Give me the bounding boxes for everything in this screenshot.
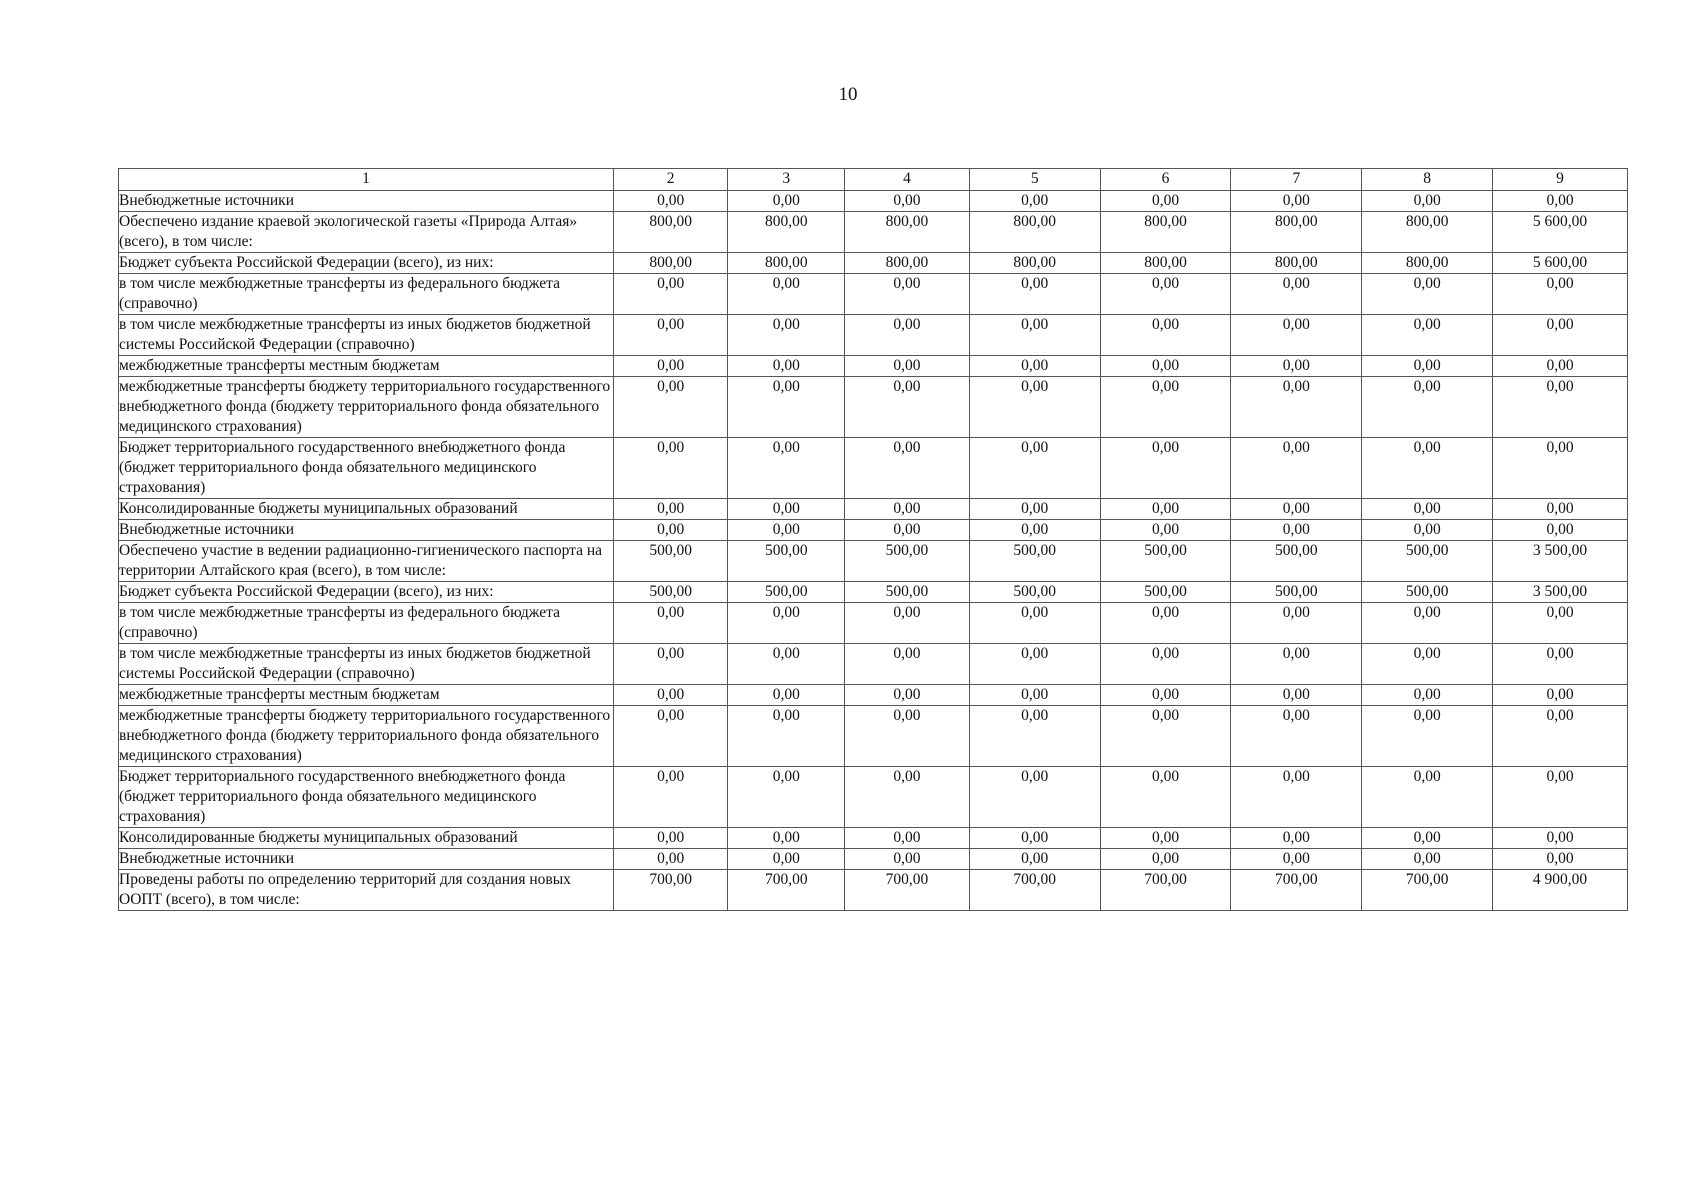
row-label: межбюджетные трансферты бюджету территориального государственного внебюджетного фонда (бюджету территориального фонда обязательного медицинского страхования): [119, 377, 614, 438]
value-cell: 0,00: [1493, 767, 1628, 828]
value-cell: 0,00: [1362, 644, 1493, 685]
value-cell: 0,00: [1493, 315, 1628, 356]
value-cell: 800,00: [1231, 212, 1362, 253]
value-cell: 0,00: [1231, 828, 1362, 849]
value-cell: 0,00: [969, 706, 1100, 767]
value-cell: 0,00: [1362, 191, 1493, 212]
value-cell: 500,00: [1231, 541, 1362, 582]
value-cell: 0,00: [845, 520, 970, 541]
value-cell: 500,00: [1362, 541, 1493, 582]
value-cell: 0,00: [1493, 685, 1628, 706]
value-cell: 700,00: [728, 870, 845, 911]
value-cell: 0,00: [1100, 438, 1231, 499]
table-row: [119, 644, 1628, 685]
value-cell: 0,00: [1362, 274, 1493, 315]
value-cell: 0,00: [1493, 274, 1628, 315]
value-cell: 0,00: [845, 706, 970, 767]
value-cell: 800,00: [1231, 253, 1362, 274]
value-cell: 0,00: [1231, 377, 1362, 438]
table-row: [119, 274, 1628, 315]
value-cell: 0,00: [1100, 828, 1231, 849]
column-header: 9: [1493, 169, 1628, 191]
value-cell: 0,00: [845, 438, 970, 499]
value-cell: 0,00: [845, 644, 970, 685]
value-cell: 0,00: [1362, 685, 1493, 706]
value-cell: 0,00: [613, 644, 728, 685]
column-header: 7: [1231, 169, 1362, 191]
value-cell: 0,00: [845, 685, 970, 706]
table-row: [119, 685, 1628, 706]
value-cell: 0,00: [728, 274, 845, 315]
value-cell: 0,00: [728, 828, 845, 849]
table-row: [119, 377, 1628, 438]
value-cell: 0,00: [1493, 644, 1628, 685]
value-cell: 700,00: [613, 870, 728, 911]
value-cell: 0,00: [1362, 438, 1493, 499]
value-cell: 0,00: [1493, 706, 1628, 767]
row-label: межбюджетные трансферты бюджету территориального государственного внебюджетного фонда (бюджету территориального фонда обязательного медицинского страхования): [119, 706, 614, 767]
value-cell: 0,00: [728, 377, 845, 438]
value-cell: 0,00: [969, 499, 1100, 520]
value-cell: 500,00: [1100, 541, 1231, 582]
value-cell: 0,00: [613, 603, 728, 644]
value-cell: 800,00: [728, 253, 845, 274]
row-label: Обеспечено участие в ведении радиационно-гигиенического паспорта на территории Алтайского края (всего), в том числе:: [119, 541, 614, 582]
value-cell: 0,00: [1231, 191, 1362, 212]
value-cell: 0,00: [1100, 356, 1231, 377]
value-cell: 800,00: [1362, 212, 1493, 253]
value-cell: 0,00: [1493, 377, 1628, 438]
value-cell: 500,00: [613, 582, 728, 603]
column-header: 4: [845, 169, 970, 191]
value-cell: 0,00: [969, 644, 1100, 685]
value-cell: 0,00: [728, 767, 845, 828]
row-label: в том числе межбюджетные трансферты из иных бюджетов бюджетной системы Российской Федерации (справочно): [119, 644, 614, 685]
value-cell: 0,00: [1493, 356, 1628, 377]
row-label: Бюджет субъекта Российской Федерации (всего), из них:: [119, 253, 614, 274]
value-cell: 0,00: [1493, 828, 1628, 849]
value-cell: 0,00: [1100, 377, 1231, 438]
value-cell: 0,00: [1100, 706, 1231, 767]
value-cell: 0,00: [969, 603, 1100, 644]
table-row: [119, 849, 1628, 870]
value-cell: 0,00: [1231, 438, 1362, 499]
value-cell: 0,00: [1100, 849, 1231, 870]
value-cell: 0,00: [1231, 706, 1362, 767]
row-label: межбюджетные трансферты местным бюджетам: [119, 685, 614, 706]
value-cell: 0,00: [1362, 706, 1493, 767]
value-cell: 800,00: [845, 212, 970, 253]
value-cell: 0,00: [613, 191, 728, 212]
column-header: 1: [119, 169, 614, 191]
value-cell: 0,00: [613, 828, 728, 849]
value-cell: 0,00: [728, 315, 845, 356]
table-row: [119, 582, 1628, 603]
value-cell: 0,00: [969, 767, 1100, 828]
value-cell: 0,00: [969, 520, 1100, 541]
table-row: [119, 603, 1628, 644]
value-cell: 0,00: [613, 685, 728, 706]
value-cell: 800,00: [969, 253, 1100, 274]
value-cell: 0,00: [845, 499, 970, 520]
value-cell: 0,00: [728, 191, 845, 212]
value-cell: 800,00: [728, 212, 845, 253]
value-cell: 0,00: [1231, 499, 1362, 520]
value-cell: 0,00: [845, 191, 970, 212]
value-cell: 0,00: [1362, 315, 1493, 356]
value-cell: 500,00: [969, 582, 1100, 603]
row-label: Консолидированные бюджеты муниципальных образований: [119, 828, 614, 849]
value-cell: 4 900,00: [1493, 870, 1628, 911]
value-cell: 0,00: [969, 849, 1100, 870]
page-number: 10: [838, 84, 858, 105]
value-cell: 0,00: [613, 706, 728, 767]
value-cell: 0,00: [1362, 499, 1493, 520]
value-cell: 800,00: [613, 253, 728, 274]
table-row: [119, 520, 1628, 541]
value-cell: 0,00: [1100, 520, 1231, 541]
value-cell: 0,00: [845, 356, 970, 377]
value-cell: 0,00: [728, 644, 845, 685]
value-cell: 700,00: [1231, 870, 1362, 911]
row-label: Проведены работы по определению территорий для создания новых ООПТ (всего), в том числе:: [119, 870, 614, 911]
value-cell: 0,00: [1231, 274, 1362, 315]
value-cell: 0,00: [613, 356, 728, 377]
value-cell: 0,00: [1231, 685, 1362, 706]
table-row: [119, 541, 1628, 582]
value-cell: 0,00: [969, 356, 1100, 377]
value-cell: 0,00: [728, 499, 845, 520]
value-cell: 0,00: [613, 849, 728, 870]
value-cell: 0,00: [1231, 849, 1362, 870]
value-cell: 0,00: [1231, 767, 1362, 828]
value-cell: 0,00: [728, 438, 845, 499]
row-label: Обеспечено издание краевой экологической газеты «Природа Алтая» (всего), в том числе:: [119, 212, 614, 253]
value-cell: 0,00: [1231, 644, 1362, 685]
row-label: Бюджет территориального государственного внебюджетного фонда (бюджет территориального фонда обязательного медицинского страхования): [119, 438, 614, 499]
value-cell: 0,00: [1362, 828, 1493, 849]
value-cell: 0,00: [969, 191, 1100, 212]
value-cell: 5 600,00: [1493, 253, 1628, 274]
row-label: Бюджет субъекта Российской Федерации (всего), из них:: [119, 582, 614, 603]
row-label: в том числе межбюджетные трансферты из иных бюджетов бюджетной системы Российской Федерации (справочно): [119, 315, 614, 356]
value-cell: 500,00: [728, 541, 845, 582]
value-cell: 0,00: [1362, 520, 1493, 541]
row-label: межбюджетные трансферты местным бюджетам: [119, 356, 614, 377]
value-cell: 0,00: [728, 603, 845, 644]
value-cell: 0,00: [1100, 191, 1231, 212]
value-cell: 0,00: [1100, 499, 1231, 520]
value-cell: 800,00: [1100, 212, 1231, 253]
value-cell: 0,00: [1362, 603, 1493, 644]
value-cell: 500,00: [613, 541, 728, 582]
value-cell: 0,00: [845, 377, 970, 438]
value-cell: 0,00: [613, 315, 728, 356]
value-cell: 0,00: [1100, 644, 1231, 685]
table-row: [119, 499, 1628, 520]
value-cell: 800,00: [1100, 253, 1231, 274]
row-label: в том числе межбюджетные трансферты из федерального бюджета (справочно): [119, 274, 614, 315]
value-cell: 0,00: [1362, 767, 1493, 828]
row-label: в том числе межбюджетные трансферты из федерального бюджета (справочно): [119, 603, 614, 644]
column-header: 8: [1362, 169, 1493, 191]
value-cell: 0,00: [969, 377, 1100, 438]
row-label: Внебюджетные источники: [119, 849, 614, 870]
value-cell: 0,00: [969, 438, 1100, 499]
value-cell: 0,00: [845, 315, 970, 356]
column-header: 5: [969, 169, 1100, 191]
value-cell: 0,00: [613, 520, 728, 541]
table-row: [119, 706, 1628, 767]
value-cell: 0,00: [1231, 315, 1362, 356]
table-row: [119, 191, 1628, 212]
value-cell: 3 500,00: [1493, 582, 1628, 603]
value-cell: 700,00: [1100, 870, 1231, 911]
value-cell: 700,00: [1362, 870, 1493, 911]
value-cell: 0,00: [613, 274, 728, 315]
row-label: Внебюджетные источники: [119, 520, 614, 541]
value-cell: 500,00: [1100, 582, 1231, 603]
value-cell: 0,00: [728, 685, 845, 706]
value-cell: 700,00: [845, 870, 970, 911]
value-cell: 0,00: [728, 520, 845, 541]
value-cell: 0,00: [845, 603, 970, 644]
value-cell: 0,00: [969, 828, 1100, 849]
value-cell: 0,00: [1100, 274, 1231, 315]
value-cell: 0,00: [1493, 849, 1628, 870]
row-label: Бюджет территориального государственного внебюджетного фонда (бюджет территориального фонда обязательного медицинского страхования): [119, 767, 614, 828]
value-cell: 0,00: [1493, 499, 1628, 520]
value-cell: 500,00: [845, 541, 970, 582]
table-row: [119, 438, 1628, 499]
value-cell: 0,00: [969, 315, 1100, 356]
value-cell: 700,00: [969, 870, 1100, 911]
value-cell: 0,00: [1231, 356, 1362, 377]
value-cell: 0,00: [1100, 603, 1231, 644]
table-row: [119, 253, 1628, 274]
value-cell: 0,00: [613, 438, 728, 499]
value-cell: 0,00: [728, 706, 845, 767]
value-cell: 0,00: [1493, 191, 1628, 212]
header-row: [119, 169, 1628, 191]
value-cell: 0,00: [845, 828, 970, 849]
value-cell: 0,00: [1493, 438, 1628, 499]
table-row: [119, 212, 1628, 253]
value-cell: 0,00: [1231, 520, 1362, 541]
value-cell: 0,00: [845, 849, 970, 870]
value-cell: 0,00: [1362, 377, 1493, 438]
value-cell: 800,00: [1362, 253, 1493, 274]
value-cell: 800,00: [613, 212, 728, 253]
budget-table: [118, 168, 1628, 911]
value-cell: 0,00: [1493, 603, 1628, 644]
value-cell: 0,00: [969, 274, 1100, 315]
value-cell: 0,00: [1362, 356, 1493, 377]
table-row: [119, 767, 1628, 828]
row-label: Внебюджетные источники: [119, 191, 614, 212]
value-cell: 0,00: [1100, 315, 1231, 356]
table-row: [119, 315, 1628, 356]
value-cell: 0,00: [1362, 849, 1493, 870]
value-cell: 0,00: [969, 685, 1100, 706]
value-cell: 800,00: [845, 253, 970, 274]
value-cell: 0,00: [613, 499, 728, 520]
value-cell: 0,00: [845, 767, 970, 828]
column-header: 6: [1100, 169, 1231, 191]
value-cell: 0,00: [1100, 685, 1231, 706]
value-cell: 800,00: [969, 212, 1100, 253]
table-row: [119, 356, 1628, 377]
value-cell: 500,00: [1231, 582, 1362, 603]
table-row: [119, 870, 1628, 911]
row-label: Консолидированные бюджеты муниципальных образований: [119, 499, 614, 520]
value-cell: 5 600,00: [1493, 212, 1628, 253]
value-cell: 0,00: [1493, 520, 1628, 541]
value-cell: 500,00: [728, 582, 845, 603]
value-cell: 0,00: [613, 767, 728, 828]
value-cell: 500,00: [1362, 582, 1493, 603]
column-header: 2: [613, 169, 728, 191]
column-header: 3: [728, 169, 845, 191]
value-cell: 0,00: [728, 849, 845, 870]
table-row: [119, 828, 1628, 849]
value-cell: 0,00: [613, 377, 728, 438]
value-cell: 0,00: [845, 274, 970, 315]
value-cell: 3 500,00: [1493, 541, 1628, 582]
value-cell: 0,00: [1100, 767, 1231, 828]
value-cell: 500,00: [845, 582, 970, 603]
value-cell: 500,00: [969, 541, 1100, 582]
value-cell: 0,00: [728, 356, 845, 377]
value-cell: 0,00: [1231, 603, 1362, 644]
